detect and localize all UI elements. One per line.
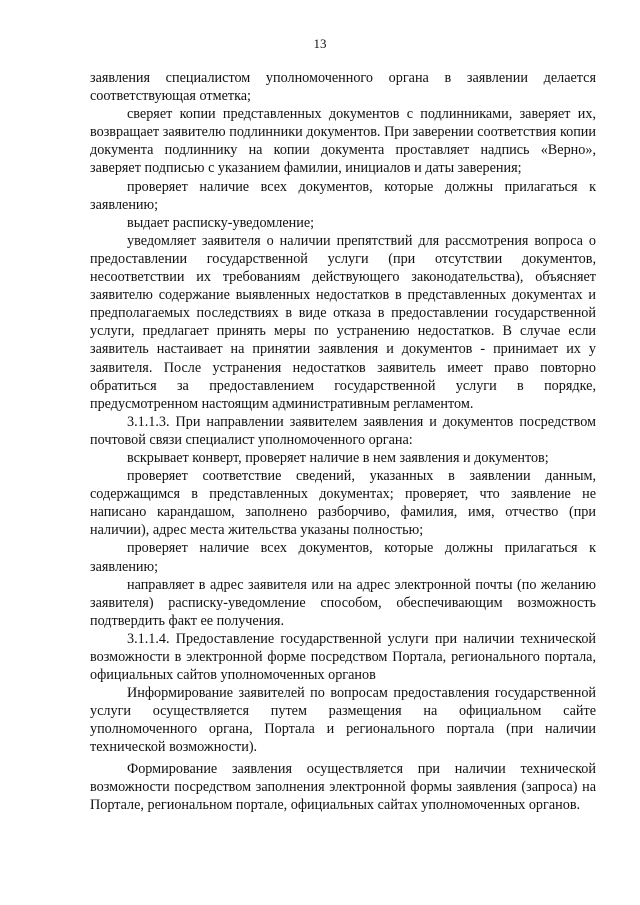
document-body <box>90 69 596 814</box>
paragraph-check-documents-mail: проверяет наличие всех документов, которые должны прилагаться к заявлению; <box>90 540 596 575</box>
paragraph-check-documents: проверяет наличие всех документов, которые должны прилагаться к заявлению; <box>90 178 596 213</box>
paragraph-send-receipt: направляет в адрес заявителя или на адрес электронной почты (по желанию заявителя) расписку-уведомление способом, обеспечивающим возможность подтвердить факт ее получения. <box>90 576 596 629</box>
paragraph-open-envelope: вскрывает конверт, проверяет наличие в нем заявления и документов; <box>127 449 549 466</box>
paragraph-continuation: заявления специалистом уполномоченного органа в заявлении делается соответствующая отметка; <box>90 70 596 105</box>
paragraph-section-3-1-1-3: 3.1.1.3. При направлении заявителем заявления и документов посредством почтовой связи специалист уполномоченного органа: <box>90 413 596 448</box>
paragraph-issue-receipt: выдает расписку-уведомление; <box>127 214 315 231</box>
paragraph-check-compliance: проверяет соответствие сведений, указанных в заявлении данным, содержащимся в представленных документах; проверяет, что заявление не написано карандашом, заполнено разборчиво, фамилия, имя, отчество (при наличии), адрес места жительства указаны полностью; <box>90 468 596 539</box>
paragraph-notify-obstacles: уведомляет заявителя о наличии препятствий для рассмотрения вопроса о предоставлении государственной услуги (при отсутствии документов, несоответствии их требованиям действующего законодательства), объясняет заявителю содержание выявленных недостатков в представленных документах и предполагаемых последствиях в виде отказа в предоставлении государственной услуги, предлагает принять меры по устранению недостатков. В случае если заявитель настаивает на принятии заявления и документов - принимает их у заявителя. После устранения недостатков заявитель имеет право повторно обратиться за предоставлением государственной услуги в порядке, предусмотренном настоящим административным регламентом. <box>90 232 596 412</box>
page-number: 13 <box>313 36 327 51</box>
paragraph-application-forming: Формирование заявления осуществляется при наличии технической возможности посредством заполнения электронной формы заявления (запроса) на Портале, региональном портале, официальных сайтах уполномоченных органов. <box>90 760 596 813</box>
paragraph-verify-copies: сверяет копии представленных документов с подлинниками, заверяет их, возвращает заявителю подлинники документов. При заверении соответствия копии документа подлиннику на копии документа проставляет надпись «Верно», заверяет подписью с указанием фамилии, инициалов и даты заверения; <box>90 106 596 177</box>
paragraph-section-3-1-1-4: 3.1.1.4. Предоставление государственной услуги при наличии технической возможности в электронной форме посредством Портала, регионального портала, официальных сайтов уполномоченных органов <box>90 630 596 684</box>
paragraph-informing-applicants: Информирование заявителей по вопросам предоставления государственной услуги осуществляется путем размещения на официальном сайте уполномоченного органа, Портала и регионального портала (при наличии технической возможности). <box>90 685 596 756</box>
